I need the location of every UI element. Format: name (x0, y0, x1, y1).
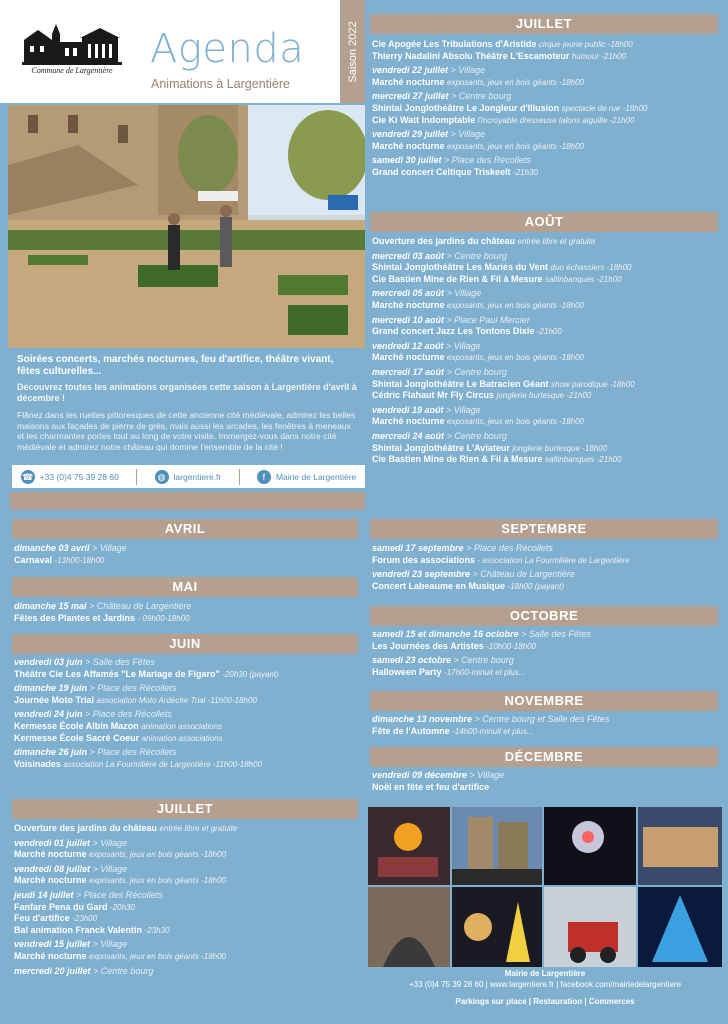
event-item (372, 77, 720, 89)
event-location: > Village (92, 939, 128, 950)
event-detail: -20h30 (110, 902, 135, 912)
event-date: vendredi 08 juillet (14, 863, 93, 874)
event-location: > Château de Largentière (472, 569, 575, 580)
event-detail: jonglerie burlesque -21h00 (496, 391, 592, 401)
intro-text (17, 354, 357, 452)
contact-phone[interactable] (21, 470, 119, 484)
event-location: > Place des Récollets (444, 155, 531, 166)
event-title: Kermesse École Albin Mazon (14, 720, 142, 731)
event-date: mercredi 17 août (372, 366, 447, 377)
event-title: Carnaval (14, 554, 55, 565)
event-date-row (14, 709, 360, 721)
event-title: Shintai Jonglothéâtre Le Batracien Géant (372, 378, 552, 389)
event-date: jeudi 14 juillet (14, 889, 77, 900)
event-item (14, 849, 360, 861)
event-date-row (14, 543, 360, 555)
event-date-row (372, 288, 720, 300)
event-title: Kermesse École Sacré Coeur (14, 732, 142, 743)
event-item (372, 641, 720, 653)
event-detail: exposants, jeux en bois géants -18h00 (89, 850, 226, 860)
event-detail: exposants, jeux en bois géants -18h00 (447, 353, 584, 363)
footer (368, 968, 722, 1007)
photo-collage (368, 807, 722, 967)
month-bar-octobre: OCTOBRE (370, 606, 718, 626)
footer-mairie: Mairie de Largentière (504, 969, 586, 978)
event-location: > Château de Largentière (89, 601, 192, 611)
event-title: Fanfare Pena du Gard (14, 901, 111, 912)
event-date-row (372, 405, 720, 417)
event-date-row (372, 543, 720, 555)
event-item (372, 379, 720, 391)
event-title: Voisinades (14, 758, 64, 769)
event-location: > Village (446, 340, 481, 351)
event-item (14, 555, 360, 567)
event-item (372, 300, 720, 312)
event-detail: duo échassiers -18h00 (550, 263, 632, 273)
event-title: Ouverture des jardins du château (14, 823, 160, 833)
event-detail: -18h00 (payant) (507, 581, 565, 591)
event-title: Marché nocturne (372, 416, 448, 427)
event-title: Cie Ki Watt Indomptable (372, 114, 478, 125)
event-title: Concert Labeaume en Musique (372, 580, 508, 591)
event-title: Journée Moto Trial (14, 694, 97, 705)
event-date: mercredi 20 juillet (14, 965, 94, 976)
event-item (372, 236, 720, 248)
event-date-row (372, 251, 720, 263)
event-location: > Centre bourg (446, 250, 507, 261)
event-date-row (372, 91, 720, 103)
contact-divider (239, 469, 240, 485)
event-title: Marché nocturne (372, 76, 448, 87)
event-title: Thierry Nadalini Absolu Théâtre L'Escamoteur (372, 50, 572, 61)
events-juillet-end (372, 39, 720, 179)
town-hall-logo-icon (18, 20, 126, 66)
event-date: samedi 15 et dimanche 16 octobre (372, 629, 522, 639)
event-date: samedi 17 septembre (372, 543, 467, 553)
event-location: > Village (469, 770, 505, 780)
event-location: > Centre bourg (451, 91, 512, 102)
event-title: Shintai Jonglothéâtre L'Aviateur (372, 442, 513, 453)
event-location: > Centre bourg (453, 655, 514, 666)
event-detail: exposants, jeux en bois géants -18h00 (447, 77, 584, 87)
event-item (14, 913, 360, 925)
divider-strip (10, 492, 365, 510)
event-date-row (14, 683, 360, 695)
event-item (372, 115, 720, 127)
event-location: > Place des Récollets (85, 709, 172, 720)
event-item (372, 262, 720, 274)
event-item (372, 167, 720, 179)
globe-icon: ◍ (155, 470, 169, 484)
season-tab (340, 0, 365, 103)
event-date-row (14, 890, 360, 902)
event-date: mercredi 24 août (372, 430, 447, 441)
events-juin (14, 657, 360, 770)
event-date: vendredi 03 juin (14, 657, 86, 667)
event-item (372, 103, 720, 115)
event-detail: -21h00 (536, 327, 562, 337)
event-item (14, 695, 360, 707)
event-location: > Place des Récollets (89, 683, 177, 694)
event-detail: -14h00-minuit et plus... (452, 726, 534, 736)
event-date-row (372, 367, 720, 379)
event-date: vendredi 19 août (372, 404, 447, 415)
event-detail: jonglerie burlesque -18h00 (512, 443, 608, 453)
events-mai (14, 601, 360, 624)
events-avril (14, 543, 360, 566)
event-detail: -10h00-18h00 (486, 641, 537, 651)
event-location: > Place des Récollets (466, 543, 553, 553)
event-title: Cie Bastien Mine de Rien & Fil à Mesure (372, 454, 546, 465)
contact-phone-text: +33 (0)4 75 39 28 60 (39, 471, 119, 482)
event-detail: saltinbanques -21h00 (545, 274, 622, 284)
event-item (14, 613, 360, 625)
event-date-row (14, 657, 360, 669)
season-label: Saison 2022 (346, 20, 359, 83)
event-detail: animation associations (141, 733, 223, 743)
footer-services: Parkings sur place | Restauration | Commerces (455, 997, 635, 1006)
event-date: vendredi 01 juillet (14, 837, 93, 848)
event-item (372, 454, 720, 466)
event-detail: l'incroyable dresseuse talons aiguille -21h00 (477, 115, 635, 125)
event-date-row (372, 65, 720, 77)
phone-icon: ☎ (22, 471, 34, 482)
events-octobre (372, 629, 720, 678)
event-location: > Village (446, 288, 482, 299)
castle-garden-photo (8, 105, 365, 348)
event-item (372, 726, 720, 738)
event-detail: entrée libre et gratuite (159, 824, 238, 833)
event-date-row (14, 601, 360, 613)
event-date: vendredi 23 septembre (372, 569, 473, 580)
events-juillet-start (14, 823, 360, 977)
event-date: dimanche 13 novembre (372, 714, 475, 724)
event-date-row (372, 155, 720, 167)
event-item (14, 759, 360, 771)
event-location: > Place des Récollets (89, 747, 177, 758)
event-title: Noël en fête et feu d'artifice (372, 781, 490, 792)
event-date: vendredi 29 juillet (372, 129, 451, 140)
page-title: Agenda (150, 26, 305, 72)
contact-website-text: largentiere.fr (173, 471, 222, 482)
event-item (372, 352, 720, 364)
month-bar-mai: MAI (12, 577, 358, 597)
event-date: dimanche 03 avril (14, 543, 93, 553)
event-date: dimanche 15 mai (14, 601, 90, 611)
contact-facebook-text: Mairie de Largentière (275, 471, 357, 482)
event-date-row (14, 747, 360, 759)
event-date-row (372, 431, 720, 443)
event-date-row (372, 770, 720, 782)
event-detail: -17h00-minuit et plus... (444, 667, 526, 677)
event-title: Shintai Jonglothéâtre Le Jongleur d'Illusion (372, 102, 562, 113)
event-item (372, 141, 720, 153)
event-detail: -23h00 (72, 914, 98, 924)
event-date: vendredi 09 décembre (372, 770, 470, 780)
page-subtitle: Animations à Largentière (151, 77, 290, 91)
event-date: samedi 30 juillet (372, 155, 445, 166)
event-location: > Centre bourg (446, 366, 507, 377)
event-date: mercredi 03 août (372, 250, 447, 261)
events-aout (372, 236, 720, 466)
event-item (14, 875, 360, 887)
logo-caption: Commune de Largentière (31, 66, 113, 75)
event-date-row (372, 315, 720, 327)
event-detail: -21h30 (513, 167, 538, 177)
event-location: > Village (450, 129, 486, 140)
event-title: Théâtre Cie Les Affamés "Le Mariage de Figaro" (14, 668, 223, 679)
event-item (372, 416, 720, 428)
month-bar-juin: JUIN (12, 634, 358, 654)
events-novembre (372, 714, 720, 737)
month-bar-novembre: NOVEMBRE (370, 691, 718, 711)
month-bar-avril: AVRIL (12, 519, 358, 539)
event-date: vendredi 24 juin (14, 709, 86, 720)
event-date-row (372, 714, 720, 726)
event-detail: saltinbanques -21h00 (545, 455, 622, 465)
event-item (372, 390, 720, 402)
event-detail: humour -21h00 (571, 51, 627, 61)
event-title: Ouverture des jardins du château (372, 236, 518, 246)
event-location: > Centre bourg (93, 965, 154, 976)
event-item (372, 555, 720, 567)
event-item (372, 274, 720, 286)
event-item (14, 669, 360, 681)
event-location: > Village (92, 863, 128, 874)
event-date-row (372, 655, 720, 667)
event-detail: - 09h00-18h00 (137, 613, 190, 623)
intro-lead: Soirées concerts, marchés nocturnes, feu d'artifice, théâtre vivant, fêtes culturelles... (17, 354, 334, 377)
event-detail: exposants, jeux en bois géants -18h00 (447, 141, 584, 151)
intro-body: Flânez dans les ruelles pittoresques de cette ancienne cité médiévale, admirez les belles maisons aux façades de pierre de grès, mais aussi les arcades, les fenêtres à meneaux et les charmantes portes tout au long de votre visite. Immergez-vous dans notre cité médiévale et admirez notre château qui domine l'ensemble de la cité ! (17, 410, 356, 452)
event-title: Cie Bastien Mine de Rien & Fil à Mesure (372, 273, 546, 284)
contact-facebook[interactable] (257, 470, 356, 484)
event-detail: exposants, jeux en bois géants -18h00 (447, 417, 584, 427)
event-location: > Village (450, 65, 486, 76)
contact-divider (136, 469, 137, 485)
event-date-row (14, 939, 360, 951)
event-item (372, 581, 720, 593)
event-date: mercredi 27 juillet (372, 91, 452, 102)
month-bar-juillet-start: JUILLET (12, 799, 358, 819)
event-title: Marché nocturne (372, 140, 448, 151)
events-septembre (372, 543, 720, 592)
event-detail: exposants, jeux en bois géants -18h00 (447, 300, 584, 310)
event-date-row (14, 864, 360, 876)
event-title: Marché nocturne (14, 849, 90, 860)
event-location: > Centre bourg (446, 430, 507, 441)
event-date: dimanche 26 juin (14, 747, 90, 758)
event-title: Fêtes des Plantes et Jardins (14, 612, 138, 623)
event-item (14, 823, 360, 835)
event-location: > Salle des Fêtes (521, 629, 591, 639)
intro-subheading: Découvrez toutes les animations organisées cette saison à Largentière d'avril à décembre ! (17, 382, 357, 403)
event-title: Bal animation Franck Valentin (14, 924, 145, 935)
event-item (372, 326, 720, 338)
event-detail: - association La Fourmilière de Largentière (477, 555, 630, 565)
contact-bar (12, 465, 365, 488)
event-detail: -23h30 (144, 925, 170, 935)
event-item (14, 925, 360, 937)
event-location: > Village (92, 543, 127, 553)
event-date: dimanche 19 juin (14, 683, 90, 694)
event-date: mercredi 10 août (372, 314, 447, 325)
event-title: Les Journées des Artistes (372, 640, 487, 651)
event-detail: -20h30 (payant) (222, 669, 279, 679)
event-item (372, 51, 720, 63)
month-bar-decembre: DÉCEMBRE (370, 747, 718, 767)
event-title: Cédric Flahaut Mr Fly Circus (372, 390, 497, 401)
event-title: Forum des associations (372, 554, 478, 565)
event-date: mercredi 05 août (372, 288, 447, 299)
event-detail: -13h00-18h00 (54, 555, 105, 565)
event-location: > Centre bourg et Salle des Fêtes (474, 714, 610, 724)
event-title: Grand concert Celtique Triskeelt (372, 166, 514, 177)
event-detail: spectacle de rue -18h00 (561, 103, 648, 113)
event-detail: animation associations (141, 721, 223, 731)
event-date-row (372, 129, 720, 141)
contact-website[interactable] (155, 470, 222, 484)
month-bar-septembre: SEPTEMBRE (370, 519, 718, 539)
event-item (372, 667, 720, 679)
event-detail: show parodique -18h00 (551, 379, 635, 389)
event-detail: association Moto Ardèche Trial -11h00-18h00 (96, 695, 257, 705)
event-location: > Village (92, 837, 128, 848)
footer-contacts[interactable]: +33 (0)4 75 39 28 60 | www.largentiere.fr | facebook.com/mairiedelargentiere (408, 980, 682, 989)
event-location: > Place Paul Mercier (446, 314, 530, 325)
event-item (14, 721, 360, 733)
month-bar-juillet: JUILLET (370, 14, 718, 34)
event-location: > Salle des Fêtes (85, 657, 155, 667)
events-decembre (372, 770, 720, 793)
event-location: > Place des Récollets (76, 889, 163, 900)
event-item (14, 733, 360, 745)
event-date: vendredi 12 août (372, 340, 447, 351)
event-detail: entrée libre et gratuite (517, 237, 596, 246)
event-item (14, 902, 360, 914)
event-date-row (372, 569, 720, 581)
month-bar-aout: AOÛT (370, 212, 718, 232)
event-date-row (14, 966, 360, 978)
event-title: Fête de l'Automne (372, 725, 453, 736)
event-location: > Village (446, 404, 481, 415)
event-title: Shintai Jonglothéâtre Les Mariés du Vent (372, 262, 551, 273)
event-date: vendredi 22 juillet (372, 65, 451, 76)
event-date: vendredi 15 juillet (14, 939, 93, 950)
facebook-icon: f (257, 470, 271, 484)
event-item (372, 443, 720, 455)
event-date: samedi 23 octobre (372, 655, 454, 666)
event-item (14, 951, 360, 963)
event-title: Cie Apogée Les Tribulations d'Aristide (372, 39, 539, 49)
event-title: Marché nocturne (14, 950, 90, 961)
event-title: Marché nocturne (372, 352, 448, 363)
event-title: Grand concert Jazz Les Tontons Dixie (372, 326, 537, 337)
event-item (372, 782, 720, 794)
event-title: Feu d'artifice (14, 913, 73, 924)
event-detail: association La Fourmilière de Largentière -11h00-18h00 (63, 759, 262, 769)
event-date-row (372, 629, 720, 641)
event-item (372, 39, 720, 51)
event-title: Halloween Party (372, 666, 445, 677)
event-date-row (14, 838, 360, 850)
event-title: Marché nocturne (14, 875, 90, 886)
event-date-row (372, 341, 720, 353)
event-detail: cirque jeune public -18h00 (538, 40, 633, 49)
event-detail: exposants, jeux en bois géants -18h00 (89, 876, 226, 886)
event-title: Marché nocturne (372, 299, 448, 310)
event-detail: exposants, jeux en bois géants -18h00 (89, 951, 226, 961)
